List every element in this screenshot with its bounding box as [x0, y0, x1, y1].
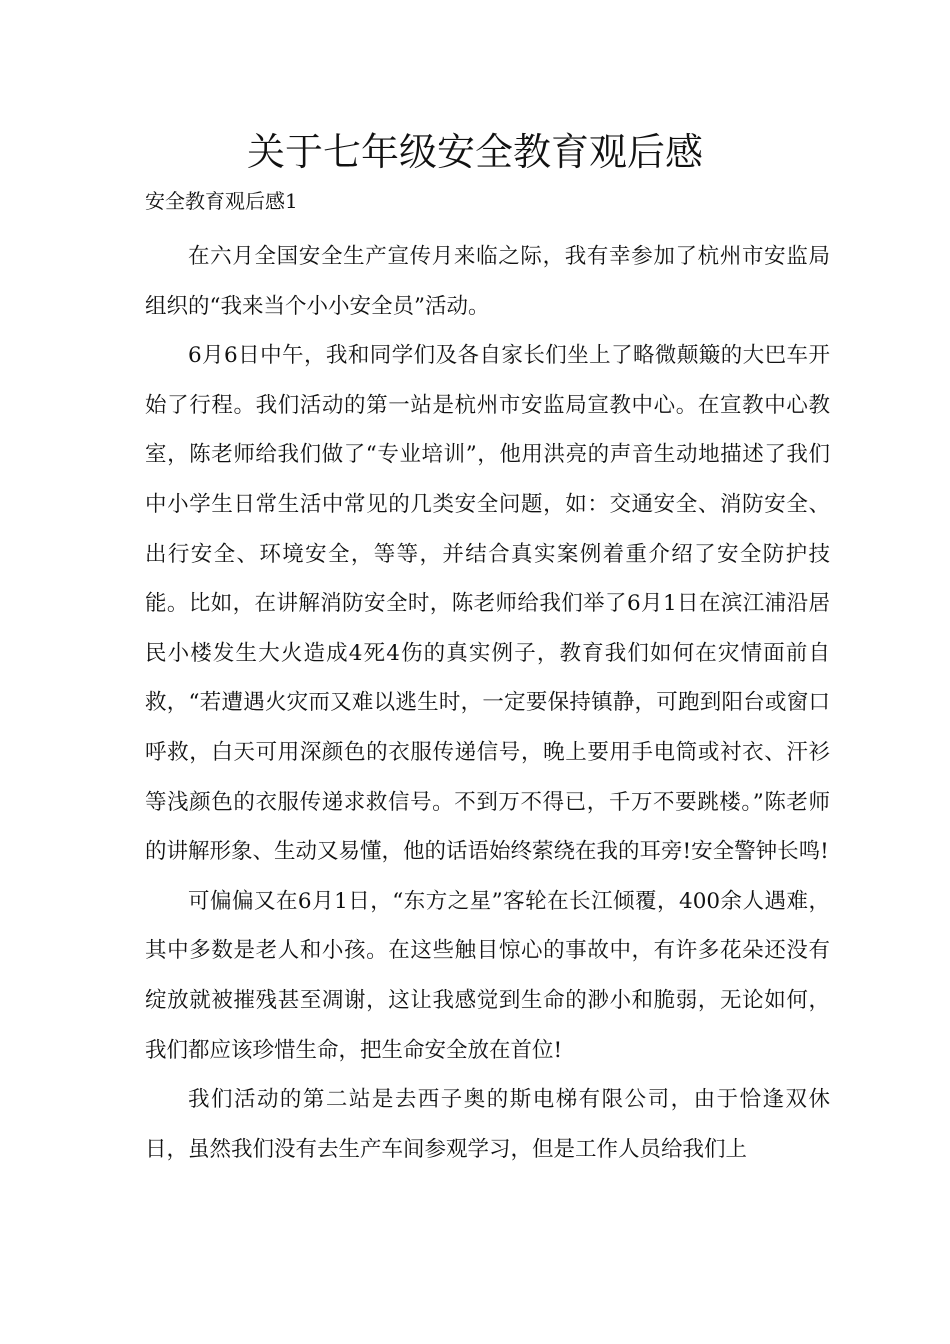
document-subtitle: 安全教育观后感1: [145, 189, 298, 213]
paragraph-4: 我们活动的第二站是去西子奥的斯电梯有限公司，由于恰逢双休日，虽然我们没有去生产车间参观学习，但是工作人员给我们上: [145, 1087, 830, 1162]
paragraph-2: 6月6日中午，我和同学们及各自家长们坐上了略微颠簸的大巴车开始了行程。我们活动的第一站是杭州市安监局宣教中心。在宣教中心教室，陈老师给我们做了“专业培训”，他用洪亮的声音生动地描述了我们中小学生日常生活中常见的几类安全问题，如：交通安全、消防安全、出行安全、环境安全，等等，并结合真实案例着重介绍了安全防护技能。比如，在讲解消防安全时，陈老师给我们举了6月1日在滨江浦沿居民小楼发生大火造成4死4伤的真实例子，教育我们如何在灾情面前自救，“若遭遇火灾而又难以逃生时，一定要保持镇静，可跑到阳台或窗口呼救，白天可用深颜色的衣服传递信号，晚上要用手电筒或衬衣、汗衫等浅颜色的衣服传递求救信号。不到万不得已，千万不要跳楼。”陈老师的讲解形象、生动又易懂，他的话语始终萦绕在我的耳旁!安全警钟长鸣!: [145, 343, 830, 865]
paragraph-3: 可偏偏又在6月1日，“东方之星”客轮在长江倾覆，400余人遇难，其中多数是老人和小孩。在这些触目惊心的事故中，有许多花朵还没有绽放就被摧残甚至凋谢，这让我感觉到生命的渺小和脆弱，无论如何，我们都应该珍惜生命，把生命安全放在首位!: [145, 888, 830, 1063]
document-body: [145, 232, 830, 1174]
document-title: 关于七年级安全教育观后感: [246, 130, 703, 174]
paragraph-1: 在六月全国安全生产宣传月来临之际，我有幸参加了杭州市安监局组织的“我来当个小小安全员”活动。: [145, 244, 830, 319]
